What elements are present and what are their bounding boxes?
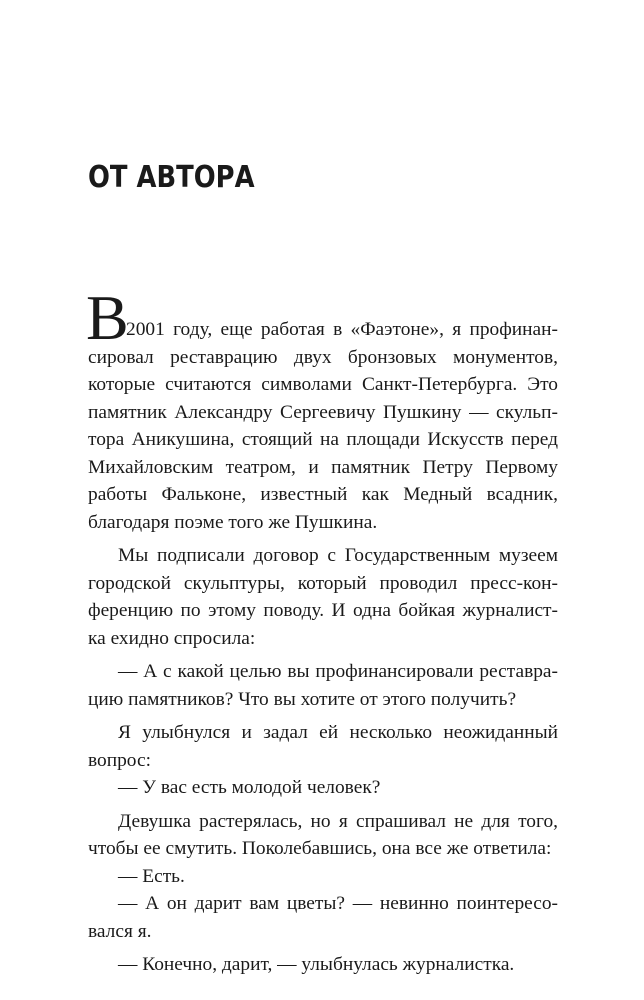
text-line-9: Мы подписали договор с Государственным музеем (118, 545, 558, 566)
text-line-21: — А он дарит вам цветы? — невинно поинтересо- (118, 893, 558, 914)
text-line-5: тора Аникушина, стоящий на площади Искусств перед (88, 429, 558, 450)
chapter-body (86, 282, 558, 979)
text-line-10: городской скульптуры, который проводил пресс-кон- (88, 572, 558, 594)
text-line-16: вопрос: (88, 749, 151, 771)
text-line-3: которые считаются символами Санкт-Петербурга. Это (88, 374, 558, 395)
text-line-20: — Есть. (118, 865, 185, 887)
text-line-13: — А с какой целью вы профинансировали реставра- (118, 661, 558, 682)
text-line-23: — Конечно, дарит, — улыбнулась журналистка. (118, 954, 515, 975)
drop-cap: В (86, 282, 129, 353)
text-line-11: ференцию по этому поводу. И одна бойкая журналист- (88, 600, 558, 621)
text-line-17: — У вас есть молодой человек? (118, 777, 381, 798)
chapter-title: ОТ АВТОРА (88, 160, 255, 195)
text-line-4: памятник Александру Сергеевичу Пушкину — скульп- (88, 401, 558, 423)
text-line-8: благодаря поэме того же Пушкина. (88, 511, 378, 533)
text-line-15: Я улыбнулся и задал ей несколько неожиданный (118, 722, 558, 743)
opening-paragraph-start (86, 282, 558, 353)
text-line-7: работы Фальконе, известный как Медный всадник, (88, 484, 558, 505)
text-line-6: Михайловским театром, и памятник Петру Первому (88, 456, 558, 478)
text-line-14: цию памятников? Что вы хотите от этого получить? (88, 688, 517, 710)
text-line-12: ка ехидно спросила: (88, 627, 256, 649)
text-line-19: чтобы ее смутить. Поколебавшись, она все же ответила: (88, 838, 552, 859)
text-line-1: 2001 году, еще работая в «Фаэтоне», я профинан- (126, 319, 558, 340)
text-line-22: вался я. (88, 920, 152, 942)
text-line-2: сировал реставрацию двух бронзовых монументов, (88, 346, 558, 368)
text-line-18: Девушка растерялась, но я спрашивал не для того, (118, 810, 558, 832)
